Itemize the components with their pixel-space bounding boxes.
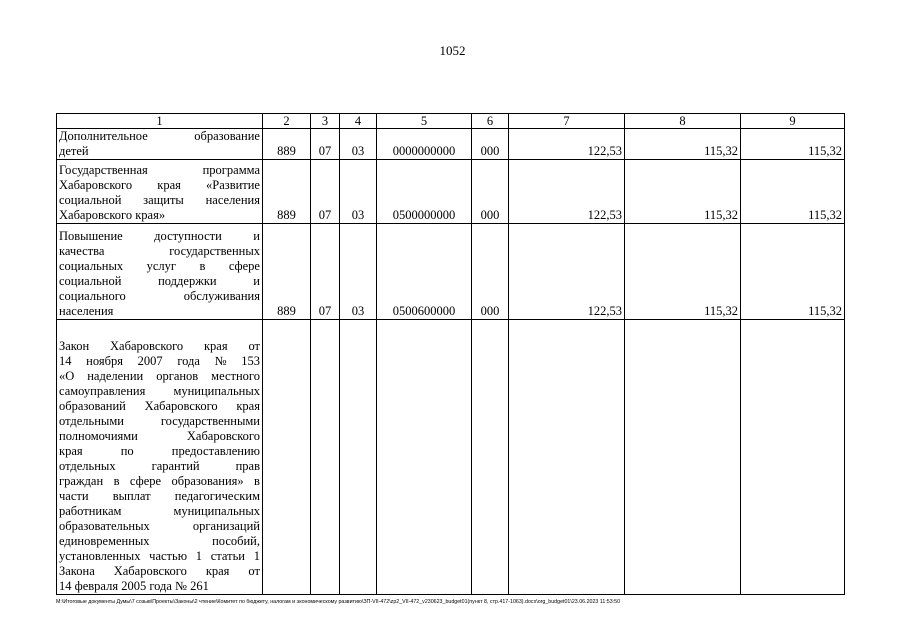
column-header: 8 <box>625 114 741 129</box>
code-target-cell: 0000000000 <box>377 129 472 160</box>
amount-cell: 122,53 <box>509 129 625 160</box>
amount-cell: 115,32 <box>625 129 741 160</box>
code-expense-type-cell <box>472 320 509 595</box>
amount-cell: 122,53 <box>509 224 625 320</box>
row-name-line: полномочиями Хабаровского <box>59 429 260 443</box>
row-name-line: края по предоставлению <box>59 444 260 458</box>
row-name-line: Хабаровского края» <box>59 208 166 222</box>
column-header: 9 <box>741 114 845 129</box>
row-name-line: установленных частью 1 статьи 1 <box>59 549 260 563</box>
row-name-line: образовательных организаций <box>59 519 260 533</box>
amount-cell: 115,32 <box>741 160 845 224</box>
code-target-cell: 0500000000 <box>377 160 472 224</box>
row-name-line: Хабаровского края «Развитие <box>59 178 260 192</box>
table-row <box>57 129 845 160</box>
amount-cell <box>509 320 625 595</box>
amount-cell: 115,32 <box>741 224 845 320</box>
amount-cell: 115,32 <box>625 160 741 224</box>
row-name-cell <box>57 160 263 224</box>
code-expense-type-cell: 000 <box>472 129 509 160</box>
row-name-line: части выплат педагогическим <box>59 489 260 503</box>
row-name-line: самоуправления муниципальных <box>59 384 260 398</box>
row-name-line: единовременных пособий, <box>59 534 260 548</box>
column-header: 1 <box>57 114 263 129</box>
column-header: 3 <box>311 114 340 129</box>
code-section-cell: 07 <box>311 160 340 224</box>
column-header: 4 <box>340 114 377 129</box>
table-row <box>57 320 845 595</box>
row-name-line: Закона Хабаровского края от <box>59 564 260 578</box>
row-name-line: Дополнительное образование <box>59 129 260 143</box>
document-footer-path: M:\Итоговые документы Думы\7 созыв\Проекты\Законы\2 чтение\Комитет по бюджету, налогам и экономическому развитию\ЗП-VII-472\zp2_VII-472_v230623_budget01(пункт 8, стр.417-1063).docx\org_budget01\23.06.2023 11:53:50 <box>56 599 621 605</box>
code-admin-cell <box>263 320 311 595</box>
amount-cell: 122,53 <box>509 160 625 224</box>
code-target-cell <box>377 320 472 595</box>
column-header: 7 <box>509 114 625 129</box>
column-header: 5 <box>377 114 472 129</box>
row-name-line: отдельных гарантий прав <box>59 459 260 473</box>
code-subsection-cell: 03 <box>340 160 377 224</box>
row-name-cell <box>57 129 263 160</box>
code-admin-cell: 889 <box>263 224 311 320</box>
table-row <box>57 160 845 224</box>
table-row <box>57 224 845 320</box>
code-subsection-cell: 03 <box>340 224 377 320</box>
row-name-line: граждан в сфере образования» в <box>59 474 260 488</box>
row-name-line: качества государственных <box>59 244 260 258</box>
row-name-line: работникам муниципальных <box>59 504 260 518</box>
row-name-line: социальных услуг в сфере <box>59 259 260 273</box>
code-section-cell: 07 <box>311 129 340 160</box>
amount-cell: 115,32 <box>625 224 741 320</box>
code-section-cell <box>311 320 340 595</box>
code-admin-cell: 889 <box>263 160 311 224</box>
table-header-row <box>57 114 845 129</box>
amount-cell <box>625 320 741 595</box>
code-section-cell: 07 <box>311 224 340 320</box>
row-name-line: 14 ноября 2007 года № 153 <box>59 354 260 368</box>
row-name-line: социального обслуживания <box>59 289 260 303</box>
row-name-line: «О наделении органов местного <box>59 369 260 383</box>
row-name-cell <box>57 224 263 320</box>
column-header: 6 <box>472 114 509 129</box>
row-name-line: Государственная программа <box>59 163 260 177</box>
row-name-line: Повышение доступности и <box>59 229 260 243</box>
amount-cell: 115,32 <box>741 129 845 160</box>
row-name-line: социальной защиты населения <box>59 193 260 207</box>
budget-table <box>56 113 845 595</box>
code-target-cell: 0500600000 <box>377 224 472 320</box>
page-number: 1052 <box>439 43 466 58</box>
row-name-line: образований Хабаровского края <box>59 399 260 413</box>
code-subsection-cell <box>340 320 377 595</box>
code-expense-type-cell: 000 <box>472 160 509 224</box>
code-admin-cell: 889 <box>263 129 311 160</box>
column-header: 2 <box>263 114 311 129</box>
code-subsection-cell: 03 <box>340 129 377 160</box>
row-name-line: населения <box>59 304 114 318</box>
amount-cell <box>741 320 845 595</box>
row-name-line: отдельными государственными <box>59 414 260 428</box>
row-name-line: социальной поддержки и <box>59 274 260 288</box>
row-name-line: Закон Хабаровского края от <box>59 339 260 353</box>
row-name-line: 14 февраля 2005 года № 261 <box>59 579 209 593</box>
row-name-line: детей <box>59 144 89 158</box>
code-expense-type-cell: 000 <box>472 224 509 320</box>
row-name-cell <box>57 320 263 595</box>
